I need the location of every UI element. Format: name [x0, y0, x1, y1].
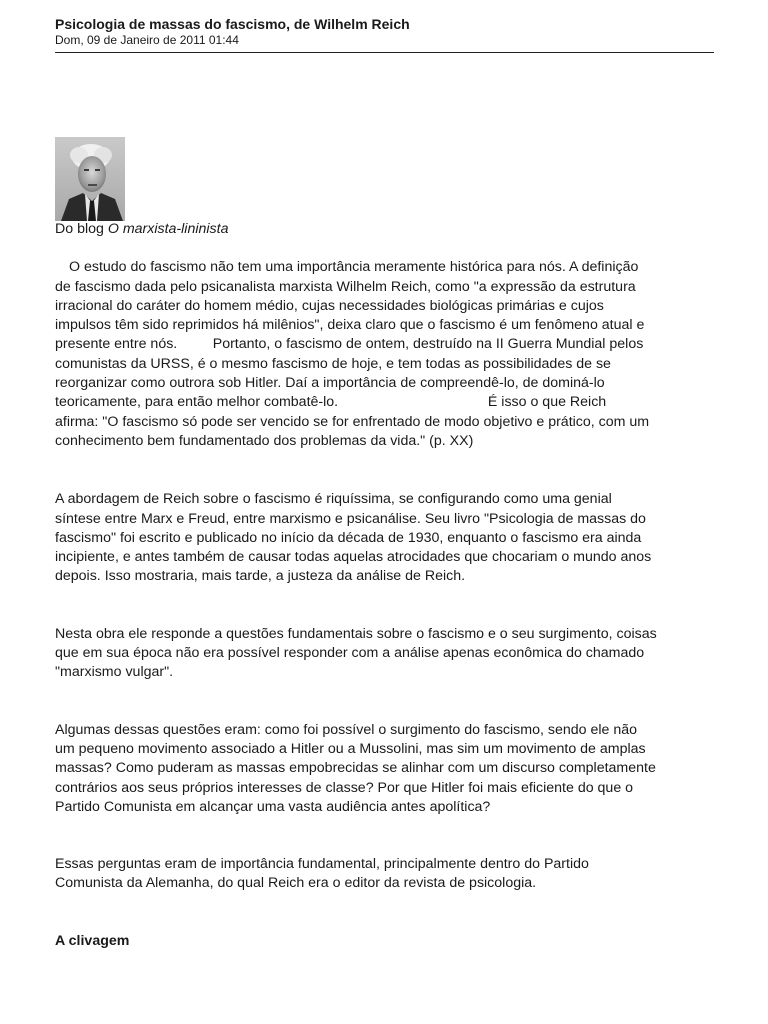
paragraph-line: impulsos têm sido reprimidos há milênios", deixa claro que o fascismo é um fenômeno atual e	[55, 317, 645, 334]
paragraph-5	[55, 855, 714, 894]
paragraph-line: Nesta obra ele responde a questões fundamentais sobre o fascismo e o seu surgimento, coisas	[55, 625, 657, 642]
article-title: Psicologia de massas do fascismo, de Wilhelm Reich	[55, 16, 410, 32]
paragraph-line: massas? Como puderam as massas empobrecidas se alinhar com um discurso completamente	[55, 760, 656, 777]
paragraph-2	[55, 490, 714, 586]
source-blog-name: O marxista-lininista	[107, 221, 229, 237]
paragraph-line: depois. Isso mostraria, mais tarde, a justeza da análise de Reich.	[55, 568, 466, 585]
paragraph-line: Partido Comunista em alcançar uma vasta audiência antes apolítica?	[55, 798, 491, 815]
paragraph-line: irracional do caráter do homem médio, cujas necessidades biológicas primárias e cujos	[55, 297, 604, 314]
paragraph-line: afirma: "O fascismo só pode ser vencido se for enfrentado de modo objetivo e prático, com um	[55, 413, 650, 430]
section-heading: A clivagem	[55, 932, 130, 949]
paragraph-line: reorganizar como outrora sob Hitler. Daí a importância de compreendê-lo, de dominá-lo	[55, 375, 605, 392]
portrait-photo-graphic	[55, 137, 125, 221]
paragraph-line: contrários aos seus próprios interesses de classe? Por que Hitler foi mais eficiente do que o	[55, 779, 634, 796]
paragraph-3	[55, 625, 714, 683]
paragraph-line: teoricamente, para então melhor combatê-lo. É isso o que Reich	[55, 394, 607, 411]
paragraph-line: fascismo" foi escrito e publicado no início da década de 1930, enquanto o fascismo era ainda	[55, 529, 642, 546]
paragraph-line: que em sua época não era possível responder com a análise apenas econômica do chamado	[55, 645, 645, 662]
article-body	[55, 220, 714, 951]
article-page	[55, 15, 714, 949]
paragraph-line: Essas perguntas eram de importância fundamental, principalmente dentro do Partido	[55, 856, 589, 873]
paragraph-line: O estudo do fascismo não tem uma importância meramente histórica para nós. A definição	[69, 259, 639, 276]
paragraph-line: Algumas dessas questões eram: como foi possível o surgimento do fascismo, sendo ele não	[55, 721, 637, 738]
source-prefix: Do blog	[55, 221, 108, 237]
paragraph-line: "marxismo vulgar".	[55, 664, 174, 681]
paragraph-4	[55, 721, 714, 817]
paragraph-line: Comunista da Alemanha, do qual Reich era o editor da revista de psicologia.	[55, 875, 537, 892]
paragraph-line: comunistas da URSS, é o mesmo fascismo de hoje, e tem todas as possibilidades de se	[55, 355, 611, 372]
source-line	[55, 220, 714, 239]
paragraph-line: incipiente, e antes também de causar todas aquelas atrocidades que chocariam o mundo anos	[55, 549, 652, 566]
paragraph-line: síntese entre Marx e Freud, entre marxismo e psicanálise. Seu livro "Psicologia de massas do	[55, 510, 646, 527]
paragraph-line: conhecimento bem fundamentado dos problemas da vida." (p. XX)	[55, 432, 474, 449]
paragraph-line: de fascismo dada pelo psicanalista marxista Wilhelm Reich, como "a expressão da estrutura	[55, 278, 636, 295]
paragraph-line: presente entre nós. Portanto, o fascismo de ontem, destruído na II Guerra Mundial pelos	[55, 336, 644, 353]
article-header	[55, 15, 714, 53]
paragraph-1	[55, 258, 714, 451]
portrait-photo	[55, 137, 125, 221]
paragraph-line: A abordagem de Reich sobre o fascismo é riquíssima, se configurando como uma genial	[55, 491, 612, 508]
article-date: Dom, 09 de Janeiro de 2011 01:44	[55, 33, 239, 47]
paragraph-line: um pequeno movimento associado a Hitler ou a Mussolini, mas sim um movimento de amplas	[55, 740, 646, 757]
